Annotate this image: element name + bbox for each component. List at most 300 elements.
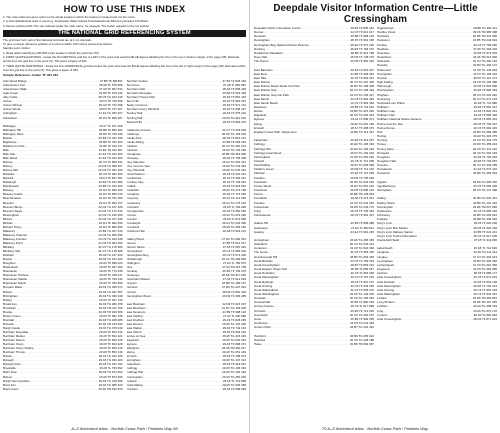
entry-name: East Runton Gap Car Park . . . — [254, 93, 349, 97]
entry-reference: 22 D4 TF 982 399 — [98, 224, 123, 229]
entry-reference: 26 B2 TF 823 420 — [222, 91, 246, 96]
entry-reference: 33 A3 TG 006 389 — [350, 163, 374, 168]
index-entry — [254, 130, 374, 134]
entry-name: Egmere . . . — [254, 117, 350, 121]
entry-reference: 26 A6 TF 755 408 — [222, 155, 246, 160]
entry-reference: 43 A6 TG 011 414 — [473, 250, 497, 255]
entry-reference: 34 E4 TG 051 216 — [350, 183, 374, 188]
entry-name: Holkham . . . — [377, 105, 473, 109]
entry-name: Cawston . . . — [127, 148, 222, 152]
grid-instructions — [3, 38, 246, 72]
entry-name: Dersingham Bog . . . — [127, 253, 222, 257]
entry-reference: 40 C6 TL 953 928 — [350, 271, 374, 276]
entry-name: Choseley . . . — [127, 156, 222, 160]
entry-reference: 26 A8 TG 045 440 — [222, 168, 246, 173]
entry-reference: 24 B9 TF 988 132 — [222, 309, 246, 314]
entry-name: Cromer . . . — [127, 213, 222, 217]
entry-reference: 28 D4 TF 705 437 — [473, 121, 497, 126]
entry-name: Beeston Regis . . . — [3, 209, 97, 213]
entry-reference: 29 A5 TF 488 073 — [222, 354, 246, 359]
entry-reference: 29 D5 TF 898 133 — [350, 188, 374, 193]
entry-name: Ingoldisthorpe . . . — [377, 184, 472, 188]
entry-name: Blakeney . . . — [3, 229, 98, 233]
entry-name: Hethersett . . . — [377, 68, 472, 72]
entry-reference: 29 A5 TF 688 063 — [222, 386, 246, 391]
entry-name: England Coast Path, Weybourne . . . — [254, 130, 349, 134]
entry-name: Gresham . . . — [254, 296, 349, 300]
entry-name: Felbrigg Hall . . . — [254, 147, 349, 151]
note-item: 2. A strict alphabetical order is used e.g. Freshwater Water follows Freshwaterbrook Park but precedes Freshfield. — [3, 19, 149, 24]
entry-reference: 29 A5 TF 742 163 — [222, 325, 246, 330]
entry-reference: 27 A4 TL 990 868 — [222, 313, 246, 318]
entry-name: Denver . . . — [127, 241, 222, 245]
entry-reference: 29 A5 TG 385 220 — [98, 382, 123, 387]
entry-name: East Beckham . . . — [127, 306, 221, 310]
entry-name: Kenninghall . . . — [377, 205, 472, 209]
entry-name: Dersingham Bog National Nature Reserve . . . — [254, 43, 350, 47]
entry-reference: 24 C9 TG 044 445 — [98, 236, 123, 241]
entry-reference: 32 C5 TF 945 345 — [350, 283, 374, 288]
entry-name: Foxley Wood . . . — [254, 184, 349, 188]
index-entry — [127, 229, 247, 233]
entry-name: Dockeney . . . — [127, 273, 221, 277]
entry-name: Babingley River . . . — [3, 132, 98, 136]
entry-name: Ingham . . . — [377, 180, 472, 184]
entry-name: Hardwick . . . — [377, 34, 472, 38]
entry-name: Barney Mill . . . — [3, 168, 97, 172]
entry-name: Denver . . . — [254, 30, 349, 34]
entry-name: Guist . . . — [254, 317, 350, 321]
entry-name: Blakeney Channel . . . — [3, 233, 97, 237]
entry-name: Adventurers' Walk . . . — [3, 87, 98, 91]
entry-name: Didlington . . . — [127, 261, 222, 265]
entry-reference: 37 A5 TG 262 202 — [473, 46, 497, 51]
entry-name: Gateley . . . — [254, 230, 350, 234]
entry-reference: 29 A5 TF 874 255 — [99, 374, 123, 379]
entry-reference: 43 C8 TF 871 001 — [473, 275, 497, 280]
entry-reference: 34 B6 TF 928 445 — [350, 71, 374, 76]
entry-reference: 44 C5 TG 011 349 — [350, 321, 374, 326]
entry-reference: 29 D5 TF 765 993 — [350, 175, 374, 180]
entry-reference: 26 A5 TG 133 238 — [222, 147, 246, 152]
index-entry — [3, 116, 123, 120]
entry-reference: 31 E4 TG 012 363 — [98, 151, 123, 156]
grid-banner: THE NATIONAL GRID REFERENCING SYSTEM — [3, 30, 246, 37]
entry-reference: 31 C3 TG 362 013 — [472, 254, 497, 259]
entry-name: Loddon . . . — [377, 296, 472, 300]
entry-reference: 29 A5 TG 232 225 — [98, 354, 123, 359]
entry-name: Breydon Water . . . — [3, 285, 98, 289]
entry-name: Catfield . . . — [127, 144, 221, 148]
entry-reference: 29 A5 TG 121 223 — [98, 257, 123, 262]
entry-name: Feltwell . . . — [127, 379, 222, 383]
entry-reference: 31 C3 TG 199 427 — [349, 92, 374, 97]
entry-name: Babingley . . . — [3, 124, 98, 128]
entry-name: Houghton Hall . . . — [377, 159, 473, 163]
entry-name: Guestwick . . . — [254, 313, 349, 317]
entry-name: Cutthroat Hall . . . — [127, 229, 222, 233]
entry-name: Agar Creek . . . — [3, 91, 98, 95]
index-entry — [254, 59, 374, 63]
entry-name: Downham Market . . . — [127, 277, 222, 281]
index-entry — [254, 325, 374, 329]
entry-name: Brancaster Staithe . . . — [3, 277, 98, 281]
entry-name: Lakenheath . . . — [377, 246, 473, 250]
page-title: Deepdale Visitor Information Centre—Little Cressingham — [273, 3, 478, 25]
entry-name: Blickling . . . — [3, 245, 97, 249]
entry-reference: 36 B6 TG 065 024 — [350, 333, 374, 338]
entry-name: Kimberley . . . — [377, 213, 472, 217]
entry-name: Felbrigg Hall . . . — [127, 370, 222, 374]
entry-name: Letheringsett . . . — [377, 263, 472, 267]
entry-reference: 26 E5 TM 197 925 — [472, 300, 497, 305]
entry-reference: 36 D5 TF 620 199 — [473, 225, 497, 230]
entry-reference: 29 A5 TF 828 283 — [222, 317, 246, 322]
entry-reference: 28 C6 TF 991 307 — [350, 213, 374, 218]
entry-reference: 29 A5 TF 853 416 — [99, 350, 123, 355]
entry-reference: 29 A5 TG 325 085 — [98, 317, 123, 322]
entry-reference: 27 A4 TL 780 970 — [222, 261, 246, 266]
entry-reference: 41 D6 TG 250 292 — [349, 154, 374, 159]
entry-reference: 29 A5 TF 981 235 — [99, 313, 123, 318]
entry-reference: 21 E3 TF 674 410 — [473, 167, 497, 172]
entry-reference: 26 E5 TF 792 243 — [473, 283, 497, 288]
entry-reference: 28 E4 TF 672 290 — [350, 42, 374, 47]
entry-reference: 26 E5 TG 285 365 — [350, 237, 374, 242]
entry-reference: 36 C6 TF 617 200 — [473, 233, 497, 238]
entry-name: Hedenham . . . — [377, 55, 472, 59]
entry-name: Bull's Row . . . — [3, 370, 98, 374]
entry-name: Doubleriver Plantation . . . — [254, 51, 350, 55]
entry-name: Crostwight . . . — [127, 221, 222, 225]
entry-reference: 30 A8 TG 127 402 — [98, 253, 123, 258]
entry-reference: 30 C4 TF 797 229 — [350, 275, 374, 280]
entry-reference: 26 E5 TF 721 220 — [350, 308, 374, 313]
entry-name: Lessingham . . . — [377, 259, 472, 263]
entry-reference: 29 A5 TG 250 292 — [222, 374, 246, 379]
entry-reference: 30 B3 TG 198 428 — [350, 84, 374, 89]
entry-reference: 33 D6 TG 243 175 — [349, 204, 374, 209]
entry-name: Cley Windmill . . . — [127, 168, 222, 172]
entry-reference: 28 B7 TG 224 342 — [350, 325, 374, 330]
entry-name: Cley Marshes . . . — [127, 160, 222, 164]
entry-reference: 29 A5 TG 037 193 — [98, 362, 123, 367]
entry-name: Gramborough Hill . . . — [254, 255, 349, 259]
entry-reference: 23 B6 TF 665 245 — [222, 139, 246, 144]
entry-reference: 33 B5 TF 624 201 — [473, 229, 497, 234]
entry-reference: 30 C3 TG 044 414 — [349, 242, 374, 247]
entry-name: Hautbois . . . — [377, 47, 472, 51]
entry-name: Bulmer . . . — [3, 375, 98, 379]
entry-name: Brancaster . . . — [3, 269, 98, 273]
entry-name: Litcham . . . — [377, 271, 473, 275]
entry-name: East Runton Beach Road Car Park . . . — [254, 84, 349, 88]
entry-name: Great Witchingham . . . — [254, 292, 349, 296]
entry-name: Boughton . . . — [3, 261, 98, 265]
entry-reference: 30 B3 TG 492 172 — [473, 63, 497, 68]
index-entry — [377, 188, 497, 192]
entry-reference: 41 F5 TG 364 085 — [473, 267, 497, 272]
entry-name: Dickleburgh . . . — [127, 257, 221, 261]
entry-reference: 28 D4 TF 871 001 — [473, 316, 497, 321]
entry-name: Edgefield . . . — [254, 113, 349, 117]
entry-reference: 22 D4 TG 167 426 — [98, 204, 123, 209]
entry-name: Frettenham . . . — [254, 205, 349, 209]
entry-reference: 24 B9 TG 027 440 — [98, 228, 123, 233]
entry-reference: 29 A5 TF 838 437 — [222, 107, 246, 112]
entry-reference: 37 A5 TF 587 010 — [222, 245, 246, 250]
index-column — [254, 26, 374, 346]
entry-reference: 45 B6 TG 069 438 — [350, 254, 374, 259]
entry-name: Itteringham . . . — [377, 188, 472, 192]
entry-name: Holme Dunes . . . — [377, 126, 472, 130]
entry-reference: 41 F5 TG 196 216 — [473, 71, 497, 76]
entry-reference: 29 A5 TG 218 256 — [98, 378, 123, 383]
entry-name: East Fleet . . . — [254, 72, 350, 76]
entry-reference: 29 A5 TG 104 363 — [98, 370, 123, 375]
page-title: HOW TO USE THIS INDEX — [63, 3, 186, 14]
index-column — [3, 79, 123, 391]
entry-reference: 38 C5 TG 224 340 — [98, 95, 123, 100]
entry-reference: 26 E5 TF 984 363 — [473, 88, 497, 93]
entry-name: Brancaster Harbour . . . — [3, 273, 98, 277]
entry-name: Adventurers' Fen . . . — [3, 83, 98, 87]
index-columns — [254, 26, 497, 346]
entry-reference: 26 A8 TG 043 440 — [222, 164, 246, 169]
entry-name: Bylaugh . . . — [3, 358, 98, 362]
entry-name: Freshfield . . . — [254, 196, 350, 200]
entry-reference: 26 E5 TF 915 337 — [350, 67, 374, 72]
entry-name: Horstead . . . — [377, 151, 472, 155]
entry-reference: 29 A5 TF 962 337 — [222, 99, 246, 104]
entry-reference: 26 A8 TF 823 212 — [222, 228, 246, 233]
entry-name: Balderton's Hole . . . — [3, 144, 98, 148]
entry-reference: 26 A6 TF 918 264 — [222, 184, 246, 189]
entry-reference: 26 C8 TF 922 350 — [98, 172, 123, 177]
entry-name: Drayton . . . — [127, 281, 222, 285]
entry-name: Feltwell . . . — [254, 159, 350, 163]
entry-reference: 26 A5 TL 784 948 — [222, 204, 246, 209]
entry-reference: 22 D4 TG 017 236 — [98, 216, 123, 221]
entry-reference: 43 D5 TF 950 442 — [350, 59, 374, 64]
entry-reference: 26 A4 TG 054 441 — [222, 160, 246, 165]
index-entry — [377, 317, 497, 321]
entry-name: Hainford . . . — [254, 338, 349, 342]
entry-name: Elsing . . . — [127, 350, 222, 354]
entry-reference: 29 A5 TG 415 290 — [222, 334, 246, 339]
entry-reference: 25 C4 TF 686 302 — [222, 249, 246, 254]
entry-reference: 29 A5 TG 380 155 — [98, 301, 123, 306]
entry-reference: 22 D4 TG 166 369 — [98, 212, 123, 217]
entry-name: Gasthorpe . . . — [254, 226, 350, 230]
entry-reference: 26 B6 TG 083 389 — [473, 129, 497, 134]
entry-reference: 29 A5 TF 675 216 — [222, 111, 246, 116]
entry-reference: 22 C7 TF 663 009 — [222, 127, 246, 132]
entry-reference: 28 C5 TF 816 151 — [222, 135, 246, 140]
entry-reference: 36 C6 TG 094 343 — [349, 113, 374, 118]
entry-name: Elsing . . . — [254, 122, 349, 126]
entry-reference: 22 B5 TG 044 206 — [98, 184, 123, 189]
entry-reference: 29 A5 TM 211 796 — [98, 305, 123, 310]
entry-name: Holkham Hall . . . — [377, 113, 473, 117]
entry-reference: 28 D6 TF 881 302 — [222, 289, 246, 294]
entry-reference: 36 B6 TG 069 042 — [473, 213, 497, 218]
entry-reference: 22 D4 TG 001 328 — [98, 168, 123, 173]
entry-name: Little Snoring . . . — [377, 288, 472, 292]
entry-reference: 45 B6 TM 382 967 — [349, 341, 374, 346]
entry-name: Brundall . . . — [3, 318, 98, 322]
entry-reference: 43 A6 TM 314 936 — [473, 55, 497, 60]
entry-reference: 29 A5 TG 051 166 — [222, 350, 246, 355]
entry-name: Caldecote Crossin . . . — [127, 128, 222, 132]
entry-name: Anmer Wood . . . — [3, 107, 98, 111]
entry-reference: 29 D6 TF 712 216 — [350, 167, 374, 172]
entry-reference: 36 B6 TG 066 354 — [473, 171, 497, 176]
entry-reference: 49 C5 TL 713 908 — [350, 159, 374, 163]
entry-name: Barsham . . . — [3, 172, 98, 176]
index-entry — [254, 230, 374, 234]
entry-name: Cley next the Sea . . . — [127, 164, 222, 168]
entry-name: Costessey . . . — [127, 201, 222, 205]
entry-name: Hilborough . . . — [377, 84, 472, 88]
entry-name: The Gorse . . . — [254, 250, 349, 254]
entry-name: Horsey Mere . . . — [377, 147, 472, 151]
entry-reference: 37 A8 TF 667 534 — [99, 87, 123, 92]
index-entry — [377, 238, 497, 242]
entry-name: Langham . . . — [377, 250, 472, 254]
entry-name: Bintree . . . — [3, 217, 97, 221]
index-column — [127, 79, 247, 391]
entry-name: Crimplesham . . . — [127, 209, 222, 213]
entry-name: Bawsey . . . — [3, 188, 98, 192]
right-page — [250, 0, 500, 433]
entry-reference: 28 B8 TG 381 311 — [473, 26, 497, 30]
entry-reference: 30 C3 TF 934 367 — [473, 292, 497, 296]
entry-name: Little Dunham . . . — [377, 280, 472, 284]
entry-reference: 26 F4 TF 807 351 — [99, 176, 123, 181]
grid-text: 1. Read letters identifying 100,000 metre square in which the point lies (TF) — [3, 50, 100, 55]
grid-text: To give a unique reference position of a point to within 100 metres proceed as follows: — [3, 42, 113, 47]
entry-reference: 31 D7 TG 178 286 — [98, 245, 123, 250]
entry-name: Brooke . . . — [3, 310, 98, 314]
entry-name: Blickling Hall . . . — [3, 249, 97, 253]
entry-name: Barney . . . — [3, 164, 97, 168]
entry-reference: 29 A5 TG 476 049 — [98, 325, 123, 330]
entry-reference: 26 A6 TL 873 866 — [222, 216, 246, 221]
entry-reference: 27 A4 TM 116 799 — [222, 265, 246, 270]
entry-reference: 29 A5 TG 197 312 — [222, 358, 246, 363]
entry-name: Hackford . . . — [254, 334, 349, 338]
entry-reference: 37 B5 TF 612 017 — [222, 240, 246, 245]
entry-reference: 35 A8 TF 678 580 — [99, 83, 123, 88]
entry-reference: 37 B4 TF 828 426 — [222, 79, 246, 84]
grid-text: 2. FIRST QUOTE EASTINGS - locate the first VERTICAL grid line to LEFT of the point and read the BLUE figures labelling the line in the top or bottom margin of the page (36). Estimate tenths from the grid line to the point (4). This gives a figure of 364. — [3, 54, 240, 64]
entry-reference: 40 B6 TF 898 288 — [350, 221, 374, 226]
entry-name: Little Cressingham . . . — [377, 317, 472, 321]
entry-reference: 34 A8 TG 326 279 — [473, 134, 497, 139]
entry-reference: 27 B4 TG 227 024 — [222, 285, 246, 290]
index-column — [377, 26, 497, 346]
entry-name: Edgefield . . . — [127, 338, 222, 342]
entry-name: East Barsham . . . — [254, 68, 350, 72]
entry-name: Holt . . . — [377, 130, 472, 134]
entry-name: Burnt Hill . . . — [127, 99, 222, 103]
entry-name: Bacton . . . — [3, 136, 98, 140]
sample-reference: Sample Reference: Amber TF 364 284 — [3, 73, 59, 78]
entry-reference: 28 B6 TF 731 042 — [350, 104, 374, 109]
entry-name: Gorleston . . . — [254, 246, 349, 250]
entry-reference: 28 D4 TF 866 454 — [473, 117, 497, 122]
entry-reference: 30 C3 TG 300 185 — [472, 163, 497, 168]
entry-name: Dunton . . . — [127, 290, 222, 294]
entry-reference: 29 A5 TF 843 428 — [99, 342, 123, 347]
entry-reference: 53 B6 TG 415 290 — [350, 109, 374, 114]
entry-name: Dersingham Wood . . . — [127, 294, 222, 298]
entry-name: Felbrigg . . . — [127, 366, 222, 370]
entry-reference: 26 A5 TF 650 036 — [222, 208, 246, 213]
entry-reference: 26 C5 TF 808 332 — [98, 160, 123, 165]
entry-name: Diss . . . — [127, 265, 222, 269]
entry-reference: 29 F5 TF 739 298 — [99, 99, 123, 104]
entry-name: Harleston . . . — [377, 38, 472, 42]
entry-reference: 26 E6 TF 919 297 — [350, 138, 374, 143]
entry-name: East Walton . . . — [127, 326, 222, 330]
entry-reference: 37 A5 TL 944 806 — [473, 237, 497, 242]
entry-name: Fransham . . . — [254, 188, 349, 192]
entry-reference: 29 A5 TM 133 932 — [98, 321, 123, 326]
entry-reference: 29 A4 TF 961 272 — [350, 279, 374, 284]
entry-name: Fakenham . . . — [127, 362, 222, 366]
entry-name: Crostwick . . . — [127, 225, 222, 229]
entry-name: Burnham Norton . . . — [3, 338, 98, 342]
entry-reference: 29 A5 TF 693 162 — [222, 330, 246, 334]
entry-reference: 26 B6 TM 136 804 — [349, 192, 374, 197]
entry-name: Blakeney Freshes . . . — [3, 237, 97, 241]
entry-reference: 27 D2 TG 083 391 — [221, 236, 246, 241]
entry-reference: 29 A5 TF 832 421 — [99, 334, 123, 339]
entry-name: Bawdeswell . . . — [3, 184, 98, 188]
entry-reference: 26 E5 TM 037 860 — [472, 204, 497, 209]
entry-reference: 26 A4 TF 982 421 — [222, 176, 246, 181]
entry-name: Houghton . . . — [377, 155, 473, 159]
entry-name: Bylaugh Park . . . — [3, 362, 98, 366]
index-entry — [254, 342, 374, 346]
entry-name: Gimingham . . . — [254, 238, 349, 242]
entry-reference: 29 A7 TF 671 259 — [99, 123, 123, 128]
entry-reference: 26 E5 TF 891 437 — [473, 104, 497, 109]
entry-name: East Barsham . . . — [127, 302, 222, 306]
entry-reference: 30 C3 TG 073 133 — [472, 96, 497, 101]
entry-name: Field Dalling . . . — [254, 163, 349, 167]
entry-name: Kelling . . . — [377, 196, 472, 200]
entry-reference: 33 D6 TG 458 224 — [472, 142, 497, 147]
entry-name: Ellingham . . . — [127, 346, 222, 350]
entry-name: Bustard Hill . . . — [127, 120, 222, 124]
entry-reference: 40 B6 TG 091 421 — [473, 196, 497, 201]
entry-name: Blakeney Point . . . — [3, 241, 97, 245]
entry-reference: 26 C4 TG 381 213 — [221, 143, 246, 148]
entry-reference: 26 A4 TG 113 299 — [222, 196, 246, 201]
entry-name: Bunwell . . . — [3, 322, 98, 326]
entry-reference: 29 A5 TG 010 322 — [222, 115, 246, 120]
entry-name: Fiddler's Green . . . — [254, 167, 349, 171]
entry-name: Burnham Market . . . — [3, 334, 98, 338]
entry-reference: 31 C3 TG 200 122 — [472, 59, 497, 64]
entry-name: Brisley . . . — [3, 298, 98, 302]
entry-reference: 32 D5 TF 825 000 — [473, 84, 497, 89]
entry-reference: 32 C4 TM 169 825 — [221, 257, 246, 262]
entry-reference: 25 D5 TF 748 275 — [350, 55, 374, 60]
